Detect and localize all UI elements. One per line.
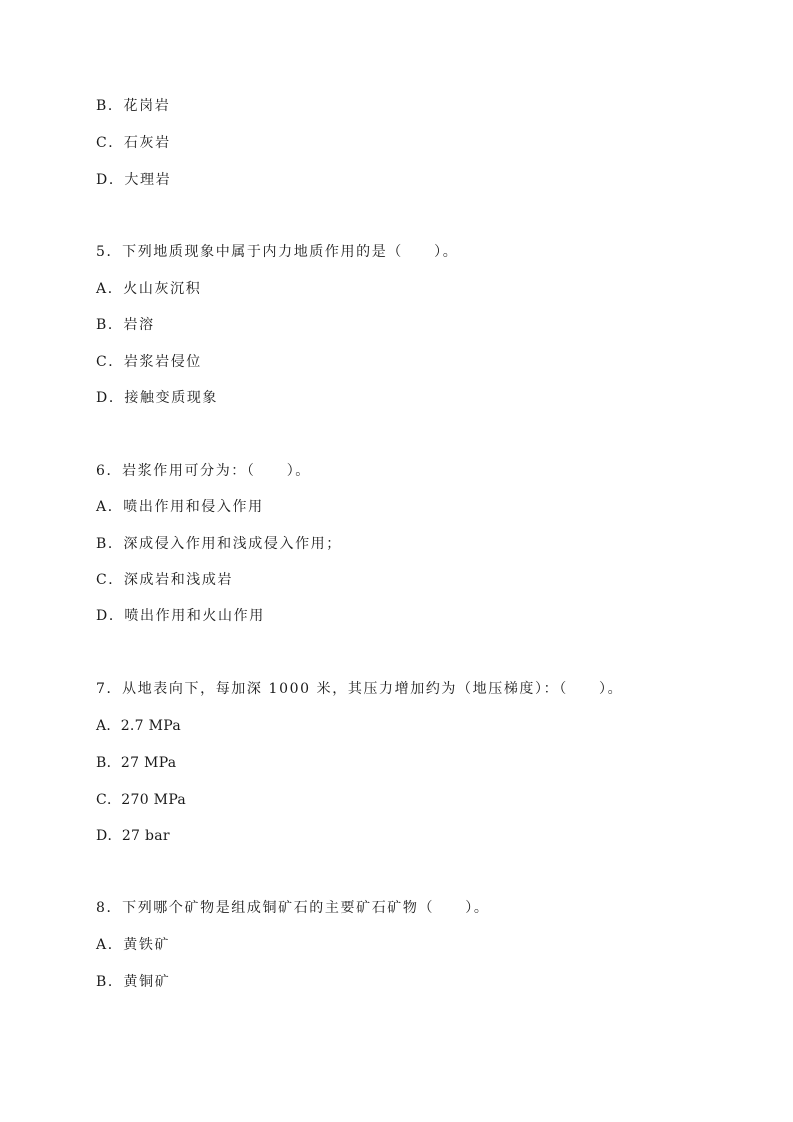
q5-option-b: B．岩溶: [96, 317, 155, 333]
q5-option-a: A．火山灰沉积: [96, 281, 202, 297]
q7-option-a: A．2.7 MPa: [96, 718, 181, 734]
q4-option-c: C．石灰岩: [96, 135, 171, 151]
q8-stem: 8．下列哪个矿物是组成铜矿石的主要矿石矿物（ ）。: [96, 900, 490, 916]
q6-option-a: A．喷出作用和侵入作用: [96, 499, 264, 515]
q7-stem: 7．从地表向下，每加深 1000 米，其压力增加约为（地压梯度）：（ ）。: [96, 681, 624, 697]
q7-option-d: D．27 bar: [96, 828, 170, 844]
q8-option-a: A．黄铁矿: [96, 937, 171, 953]
q6-option-c: C．深成岩和浅成岩: [96, 572, 234, 588]
q5-option-c: C．岩浆岩侵位: [96, 354, 202, 370]
q5-option-d: D．接触变质现象: [96, 390, 219, 406]
q4-option-d: D．大理岩: [96, 172, 172, 188]
q6-option-b: B．深成侵入作用和浅成侵入作用；: [96, 536, 342, 552]
q8-option-b: B．黄铜矿: [96, 974, 171, 990]
q6-option-d: D．喷出作用和火山作用: [96, 608, 265, 624]
q5-stem: 5．下列地质现象中属于内力地质作用的是（ ）。: [96, 244, 459, 260]
q4-option-b: B．花岗岩: [96, 98, 171, 114]
q7-option-c: C．270 MPa: [96, 792, 187, 808]
q7-option-b: B．27 MPa: [96, 755, 177, 771]
q6-stem: 6．岩浆作用可分为：（ ）。: [96, 463, 311, 479]
